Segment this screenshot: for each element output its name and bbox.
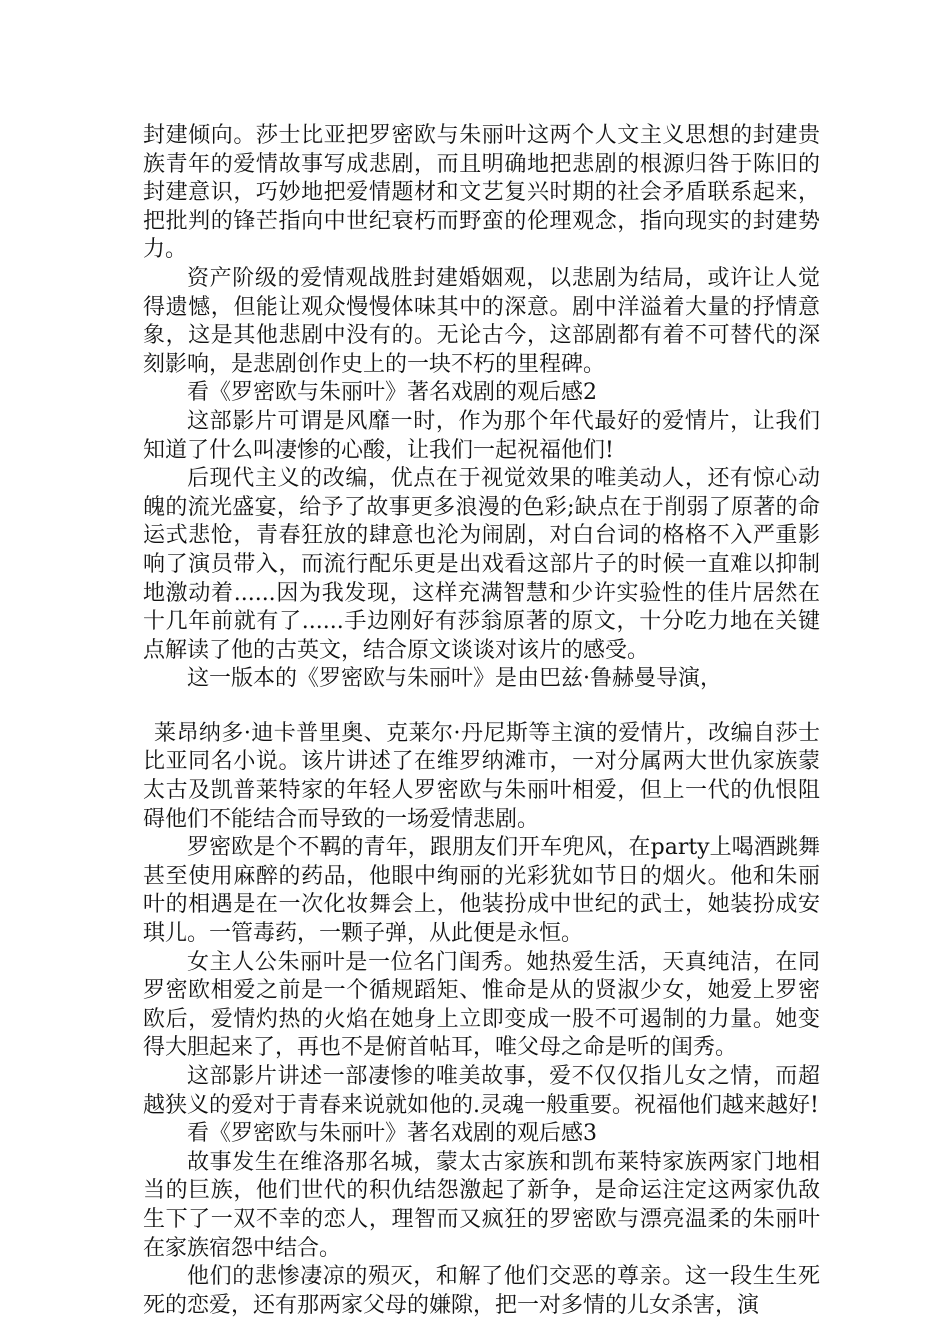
paragraph-continued-intro: 封建倾向。莎士比亚把罗密欧与朱丽叶这两个人文主义思想的封建贵族青年的爱情故事写成悲剧，而且明确地把悲剧的根源归咎于陈旧的封建意识，巧妙地把爱情题材和文艺复兴时期的社会矛盾联系起来，把批判的锋芒指向中世纪衰朽而野蛮的伦理观念，指向现实的封建势力。 [143, 123, 820, 263]
paragraph-version-director: 这一版本的《罗密欧与朱丽叶》是由巴兹·鲁赫曼导演， [187, 666, 722, 692]
paragraph-juliet: 女主人公朱丽叶是一位名门闺秀。她热爱生活，天真纯洁，在同罗密欧相爱之前是一个循规蹈矩、惟命是从的贤淑少女，她爱上罗密欧后，爱情灼热的火焰在她身上立即变成一股不可遏制的力量。她变得大胆起来了，再也不是俯首帖耳，唯父母之命是听的闺秀。 [143, 949, 820, 1061]
paragraph-film-popular: 这部影片可谓是风靡一时，作为那个年代最好的爱情片，让我们知道了什么叫凄惨的心酸，让我们一起祝福他们! [143, 408, 820, 463]
section-heading-3: 看《罗密欧与朱丽叶》著名戏剧的观后感3 [187, 1121, 597, 1147]
paragraph-postmodern-adaptation: 后现代主义的改编，优点在于视觉效果的唯美动人，还有惊心动魄的流光盛宴，给予了故事更多浪漫的色彩;缺点在于削弱了原著的命运式悲怆，青春狂放的肆意也沦为闹剧，对白台词的格格不入严重影响了演员带入，而流行配乐更是出戏看这部片子的时候一直难以抑制地激动着......因为我发现，这样充满智慧和少许实验性的佳片居然在十几年前就有了......手边刚好有莎翁原著的原文，十分吃力地在关键点解读了他的古英文，结合原文谈谈对该片的感受。 [143, 466, 820, 663]
paragraph-romeo: 罗密欧是个不羁的青年，跟朋友们开车兜风，在party上喝酒跳舞甚至使用麻醉的药品，他眼中绚丽的光彩犹如节日的烟火。他和朱丽叶的相遇是在一次化妆舞会上，他装扮成中世纪的武士，她装扮成安琪儿。一管毒药，一颗子弹，从此便是永恒。 [143, 835, 820, 947]
paragraph-tragic-story: 这部影片讲述一部凄惨的唯美故事，爱不仅仅指儿女之情，而超越狭义的爱对于青春来说就如他的.灵魂一般重要。祝福他们越来越好! [143, 1064, 820, 1118]
section-heading-2: 看《罗密欧与朱丽叶》著名戏剧的观后感2 [187, 380, 597, 406]
paragraph-reconciliation: 他们的悲惨凄凉的殒灭，和解了他们交恶的尊亲。这一段生生死死的恋爱，还有那两家父母的嫌隙，把一对多情的儿女杀害，演 [143, 1264, 820, 1318]
document-body [143, 122, 820, 1320]
paragraph-bourgeois-love: 资产阶级的爱情观战胜封建婚姻观，以悲剧为结局，或许让人觉得遗憾，但能让观众慢慢体味其中的深意。剧中洋溢着大量的抒情意象，这是其他悲剧中没有的。无论古今，这部剧都有着不可替代的深刻影响，是悲剧创作史上的一块不朽的里程碑。 [143, 265, 820, 377]
paragraph-cast-plot: 莱昂纳多·迪卡普里奥、克莱尔·丹尼斯等主演的爱情片，改编自莎士比亚同名小说。该片讲述了在维罗纳滩市，一对分属两大世仇家族蒙太古及凯普莱特家的年轻人罗密欧与朱丽叶相爱，但上一代的仇恨阻碍他们不能结合而导致的一场爱情悲剧。 [143, 720, 820, 832]
paragraph-verona-story: 故事发生在维洛那名城，蒙太古家族和凯布莱特家族两家门地相当的巨族，他们世代的积仇结怨激起了新争，是命运注定这两家仇敌生下了一双不幸的恋人，理智而又疯狂的罗密欧与漂亮温柔的朱丽叶在家族宿怨中结合。 [143, 1149, 820, 1261]
